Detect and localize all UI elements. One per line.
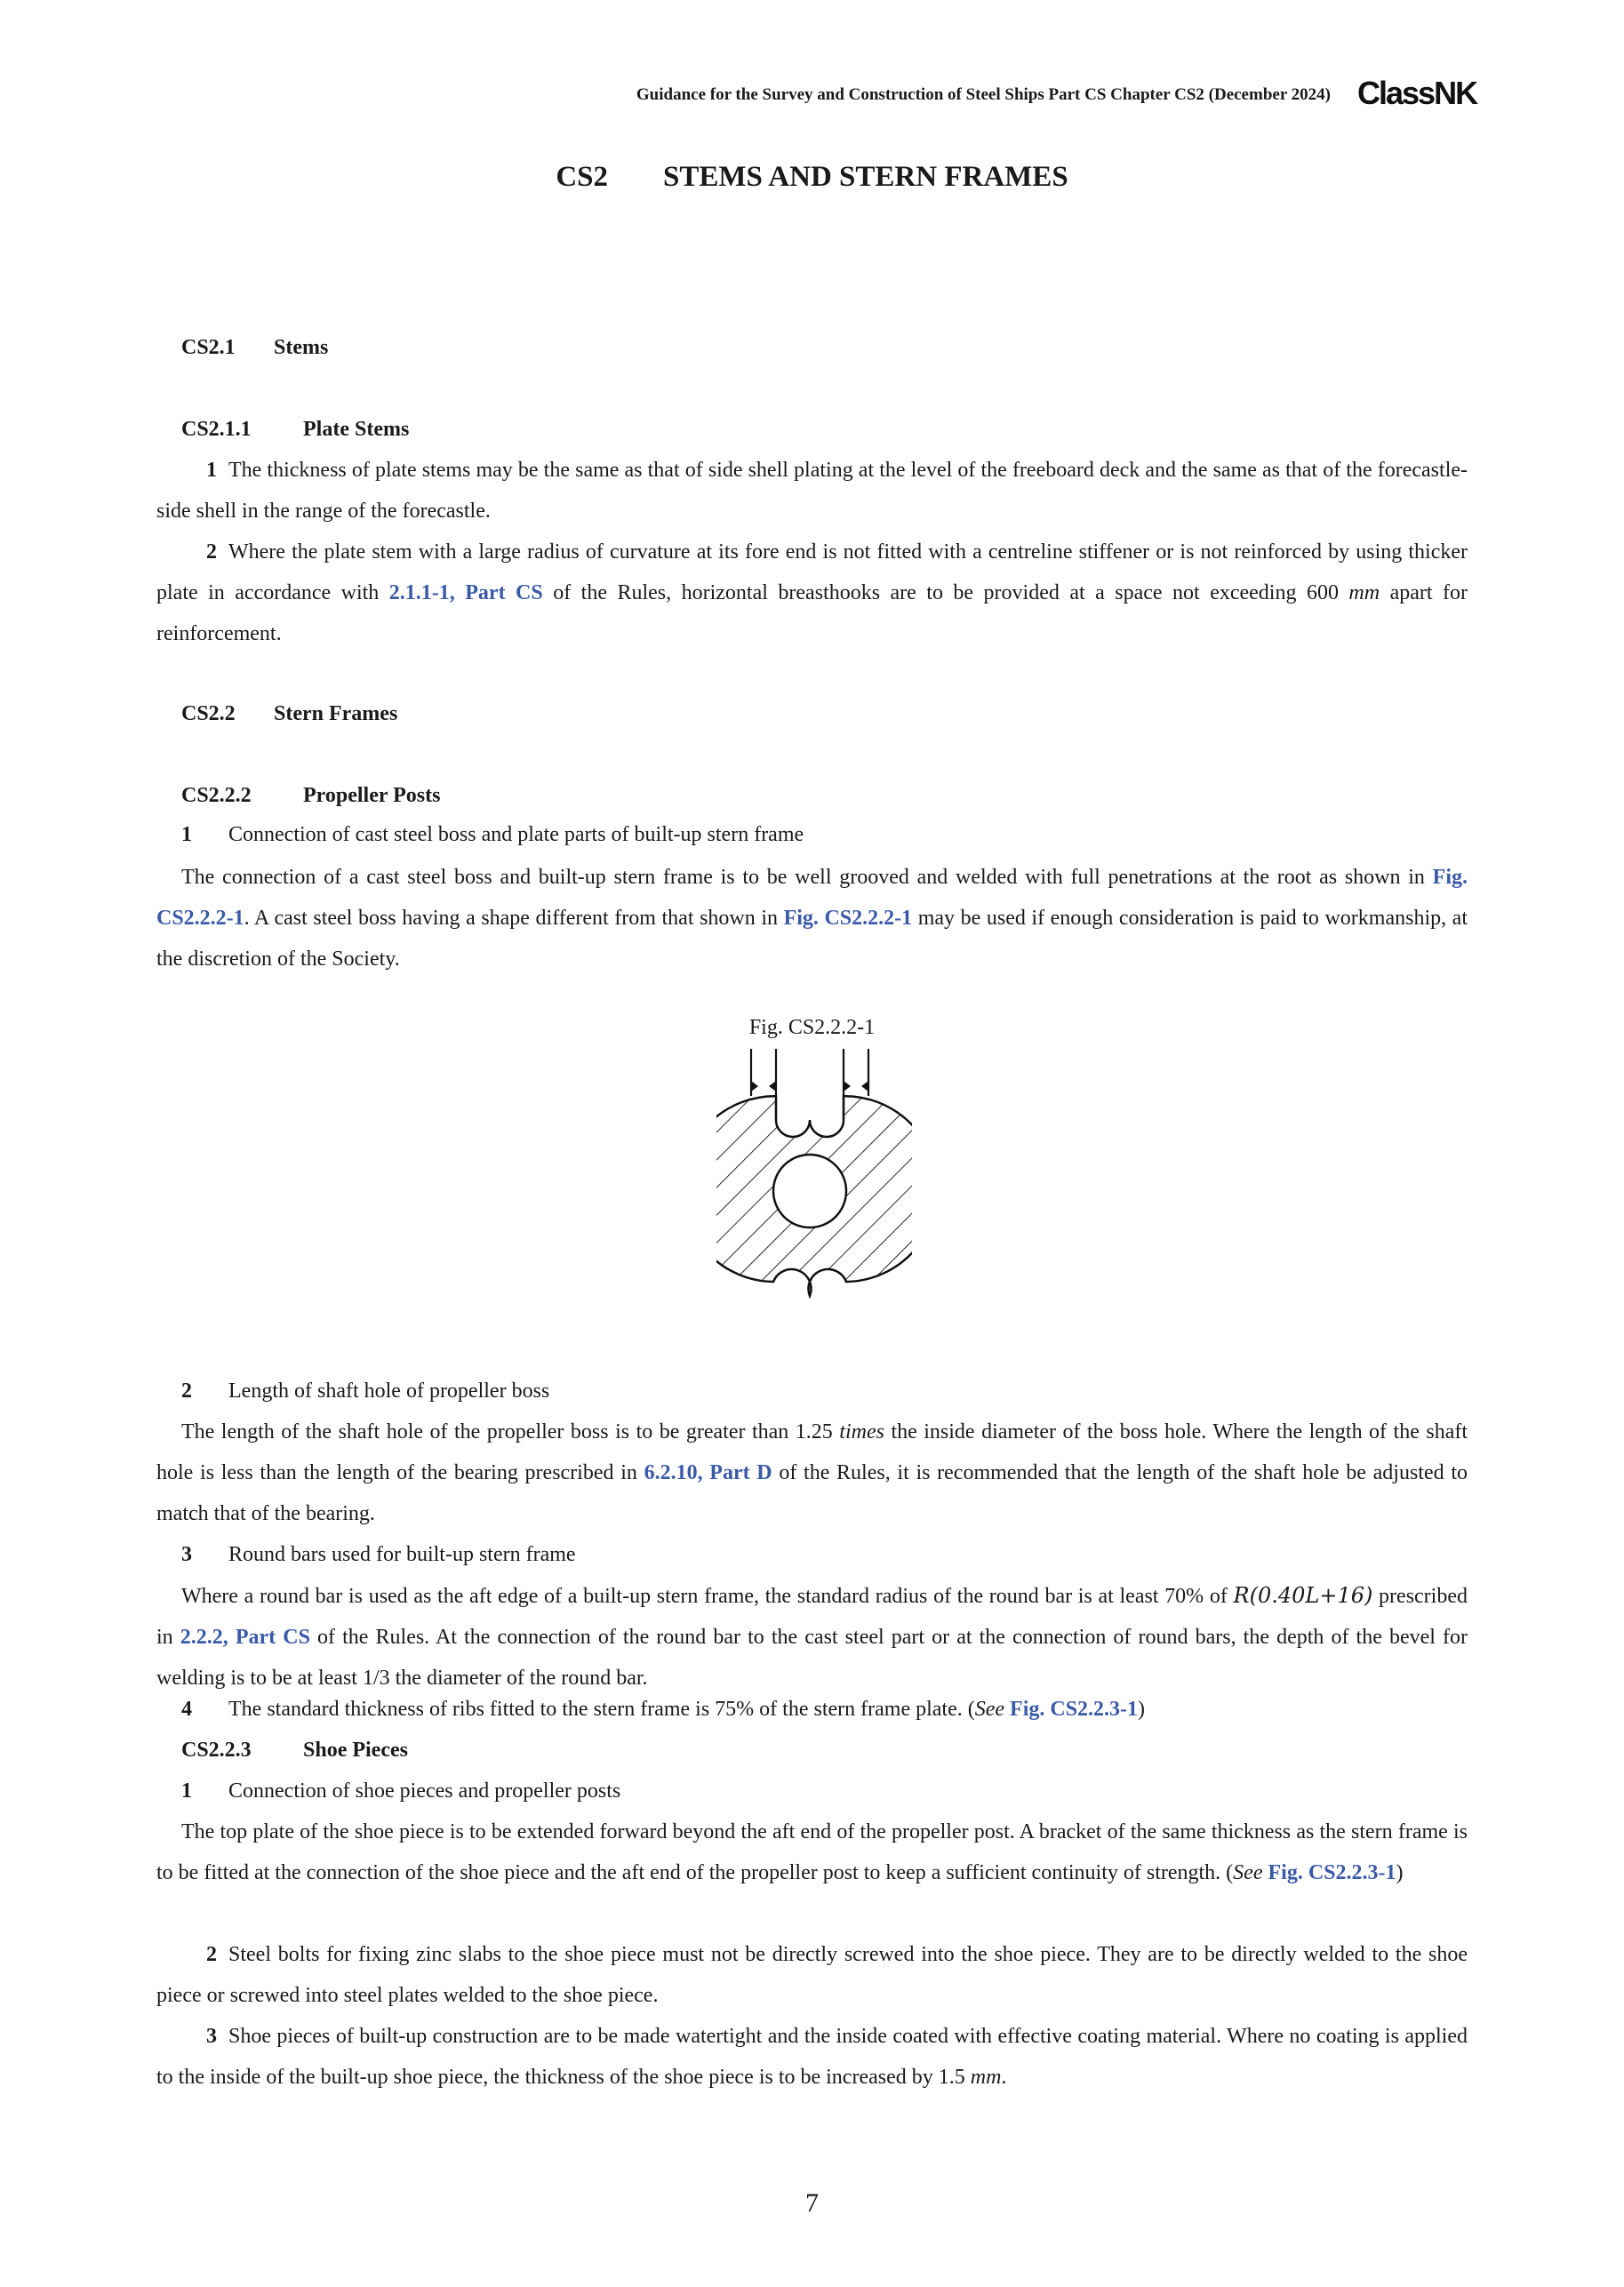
classnk-logo: ClassNK <box>1357 75 1477 111</box>
chapter-name: STEMS AND STERN FRAMES <box>663 161 1068 193</box>
chapter-title <box>0 161 1624 194</box>
paragraph-zinc-slabs: 2 Steel bolts for fixing zinc slabs to the shoe piece must not be directly screwed into the shoe piece. They are to be directly welded to the shoe piece or screwed into steel plates welded to the shoe piece. <box>156 1943 1468 2007</box>
figure-caption: Fig. CS2.2.2-1 <box>748 1016 876 1039</box>
page-number: 7 <box>805 2188 819 2218</box>
rule-link[interactable]: 2.2.2, Part CS <box>180 1626 310 1649</box>
figure-link[interactable]: Fig. CS2.2.3-1 <box>1010 1698 1139 1721</box>
formula: R(0.40L+16) <box>1233 1583 1373 1608</box>
subsection-heading-plate-stems: CS2.1.1 Plate Stems <box>181 418 410 441</box>
paragraph-round-bars: Where a round bar is used as the aft edge of a built-up stern frame, the standard radius of the round bar is at least 70% of R(0.40L+16) prescribed in 2.2.2, Part CS of the Rules. At the connection of the round bar to the cast steel part or at the connection of round bars, the depth of the bevel for welding is to be at least 1/3 the diameter of the round bar. <box>156 1583 1468 1690</box>
shaft-hole <box>773 1155 846 1227</box>
paragraph-plate-stems-1: 1 The thickness of plate stems may be the same as that of side shell plating at the level of the freeboard deck and the same as that of the forecastle-side shell in the range of the forecastle. <box>156 459 1468 523</box>
running-header: Guidance for the Survey and Construction of Steel Ships Part CS Chapter CS2 (December 2024) <box>636 85 1331 104</box>
paragraph-plate-stems-2: 2 Where the plate stem with a large radius of curvature at its fore end is not fitted with a centreline stiffener or is not reinforced by using thicker plate in accordance with 2.1.1-1, Part CS of the Rules, horizontal breasthooks are to be provided at a space not exceeding 600 mm apart for reinforcement. <box>156 540 1468 645</box>
chapter-number: CS2 <box>556 161 608 193</box>
section-heading-stems: CS2.1 Stems <box>181 336 329 359</box>
subsection-heading-propeller-posts: CS2.2.2 Propeller Posts <box>181 784 441 807</box>
paragraph-ribs: 4 The standard thickness of ribs fitted to the stern frame is 75% of the stern frame plate. (See Fig. CS2.2.3-1) <box>181 1698 1146 1721</box>
propeller-boss-figure <box>716 1049 912 1324</box>
paragraph-built-up-shoe: 3 Shoe pieces of built-up construction are to be made watertight and the inside coated with effective coating material. Where no coating is applied to the inside of the built-up shoe piece, the thickness of the shoe piece is to be increased by 1.5 mm. <box>156 2025 1468 2089</box>
weld-mark <box>769 1081 776 1092</box>
figure-link[interactable]: Fig. CS2.2.2-1 <box>783 907 913 930</box>
item-heading-round-bars: 3 Round bars used for built-up stern frame <box>181 1543 576 1566</box>
figure-link[interactable]: Fig. CS2.2.3-1 <box>1268 1861 1396 1884</box>
section-heading-stern-frames: CS2.2 Stern Frames <box>181 702 398 725</box>
paragraph-shaft-hole: The length of the shaft hole of the propeller boss is to be greater than 1.25 times the inside diameter of the boss hole. Where the length of the shaft hole is less than the length of the bearing prescribed in 6.2.10, Part D of the Rules, it is recommended that the length of the shaft hole be adjusted to match that of the bearing. <box>156 1420 1468 1525</box>
item-heading-shoe-connection: 1 Connection of shoe pieces and propeller posts <box>181 1779 621 1803</box>
item-heading-shaft-hole: 2 Length of shaft hole of propeller boss <box>181 1379 550 1403</box>
item-heading-cast-steel-boss: 1 Connection of cast steel boss and plate parts of built-up stern frame <box>181 823 804 846</box>
paragraph-cast-steel-boss: The connection of a cast steel boss and built-up stern frame is to be well grooved and welded with full penetrations at the root as shown in Fig. CS2.2.2-1. A cast steel boss having a shape different from that shown in Fig. CS2.2.2-1 may be used if enough consideration is paid to workmanship, at the discretion of the Society. <box>156 866 1468 971</box>
rule-link[interactable]: 6.2.10, Part D <box>644 1461 772 1484</box>
weld-mark <box>844 1081 851 1092</box>
figure-link[interactable]: Fig. CS2.2.2-1 <box>156 866 1468 930</box>
rule-link[interactable]: 2.1.1-1, Part CS <box>388 581 543 604</box>
weld-mark <box>751 1081 758 1092</box>
paragraph-shoe-connection: The top plate of the shoe piece is to be extended forward beyond the aft end of the propeller post. A bracket of the same thickness as the stern frame is to be fitted at the connection of the shoe piece and the aft end of the propeller post to keep a sufficient continuity of strength. (See Fig. CS2.2.3-1) <box>156 1820 1468 1884</box>
subsection-heading-shoe-pieces: CS2.2.3 Shoe Pieces <box>181 1739 408 1762</box>
weld-mark <box>861 1081 868 1092</box>
